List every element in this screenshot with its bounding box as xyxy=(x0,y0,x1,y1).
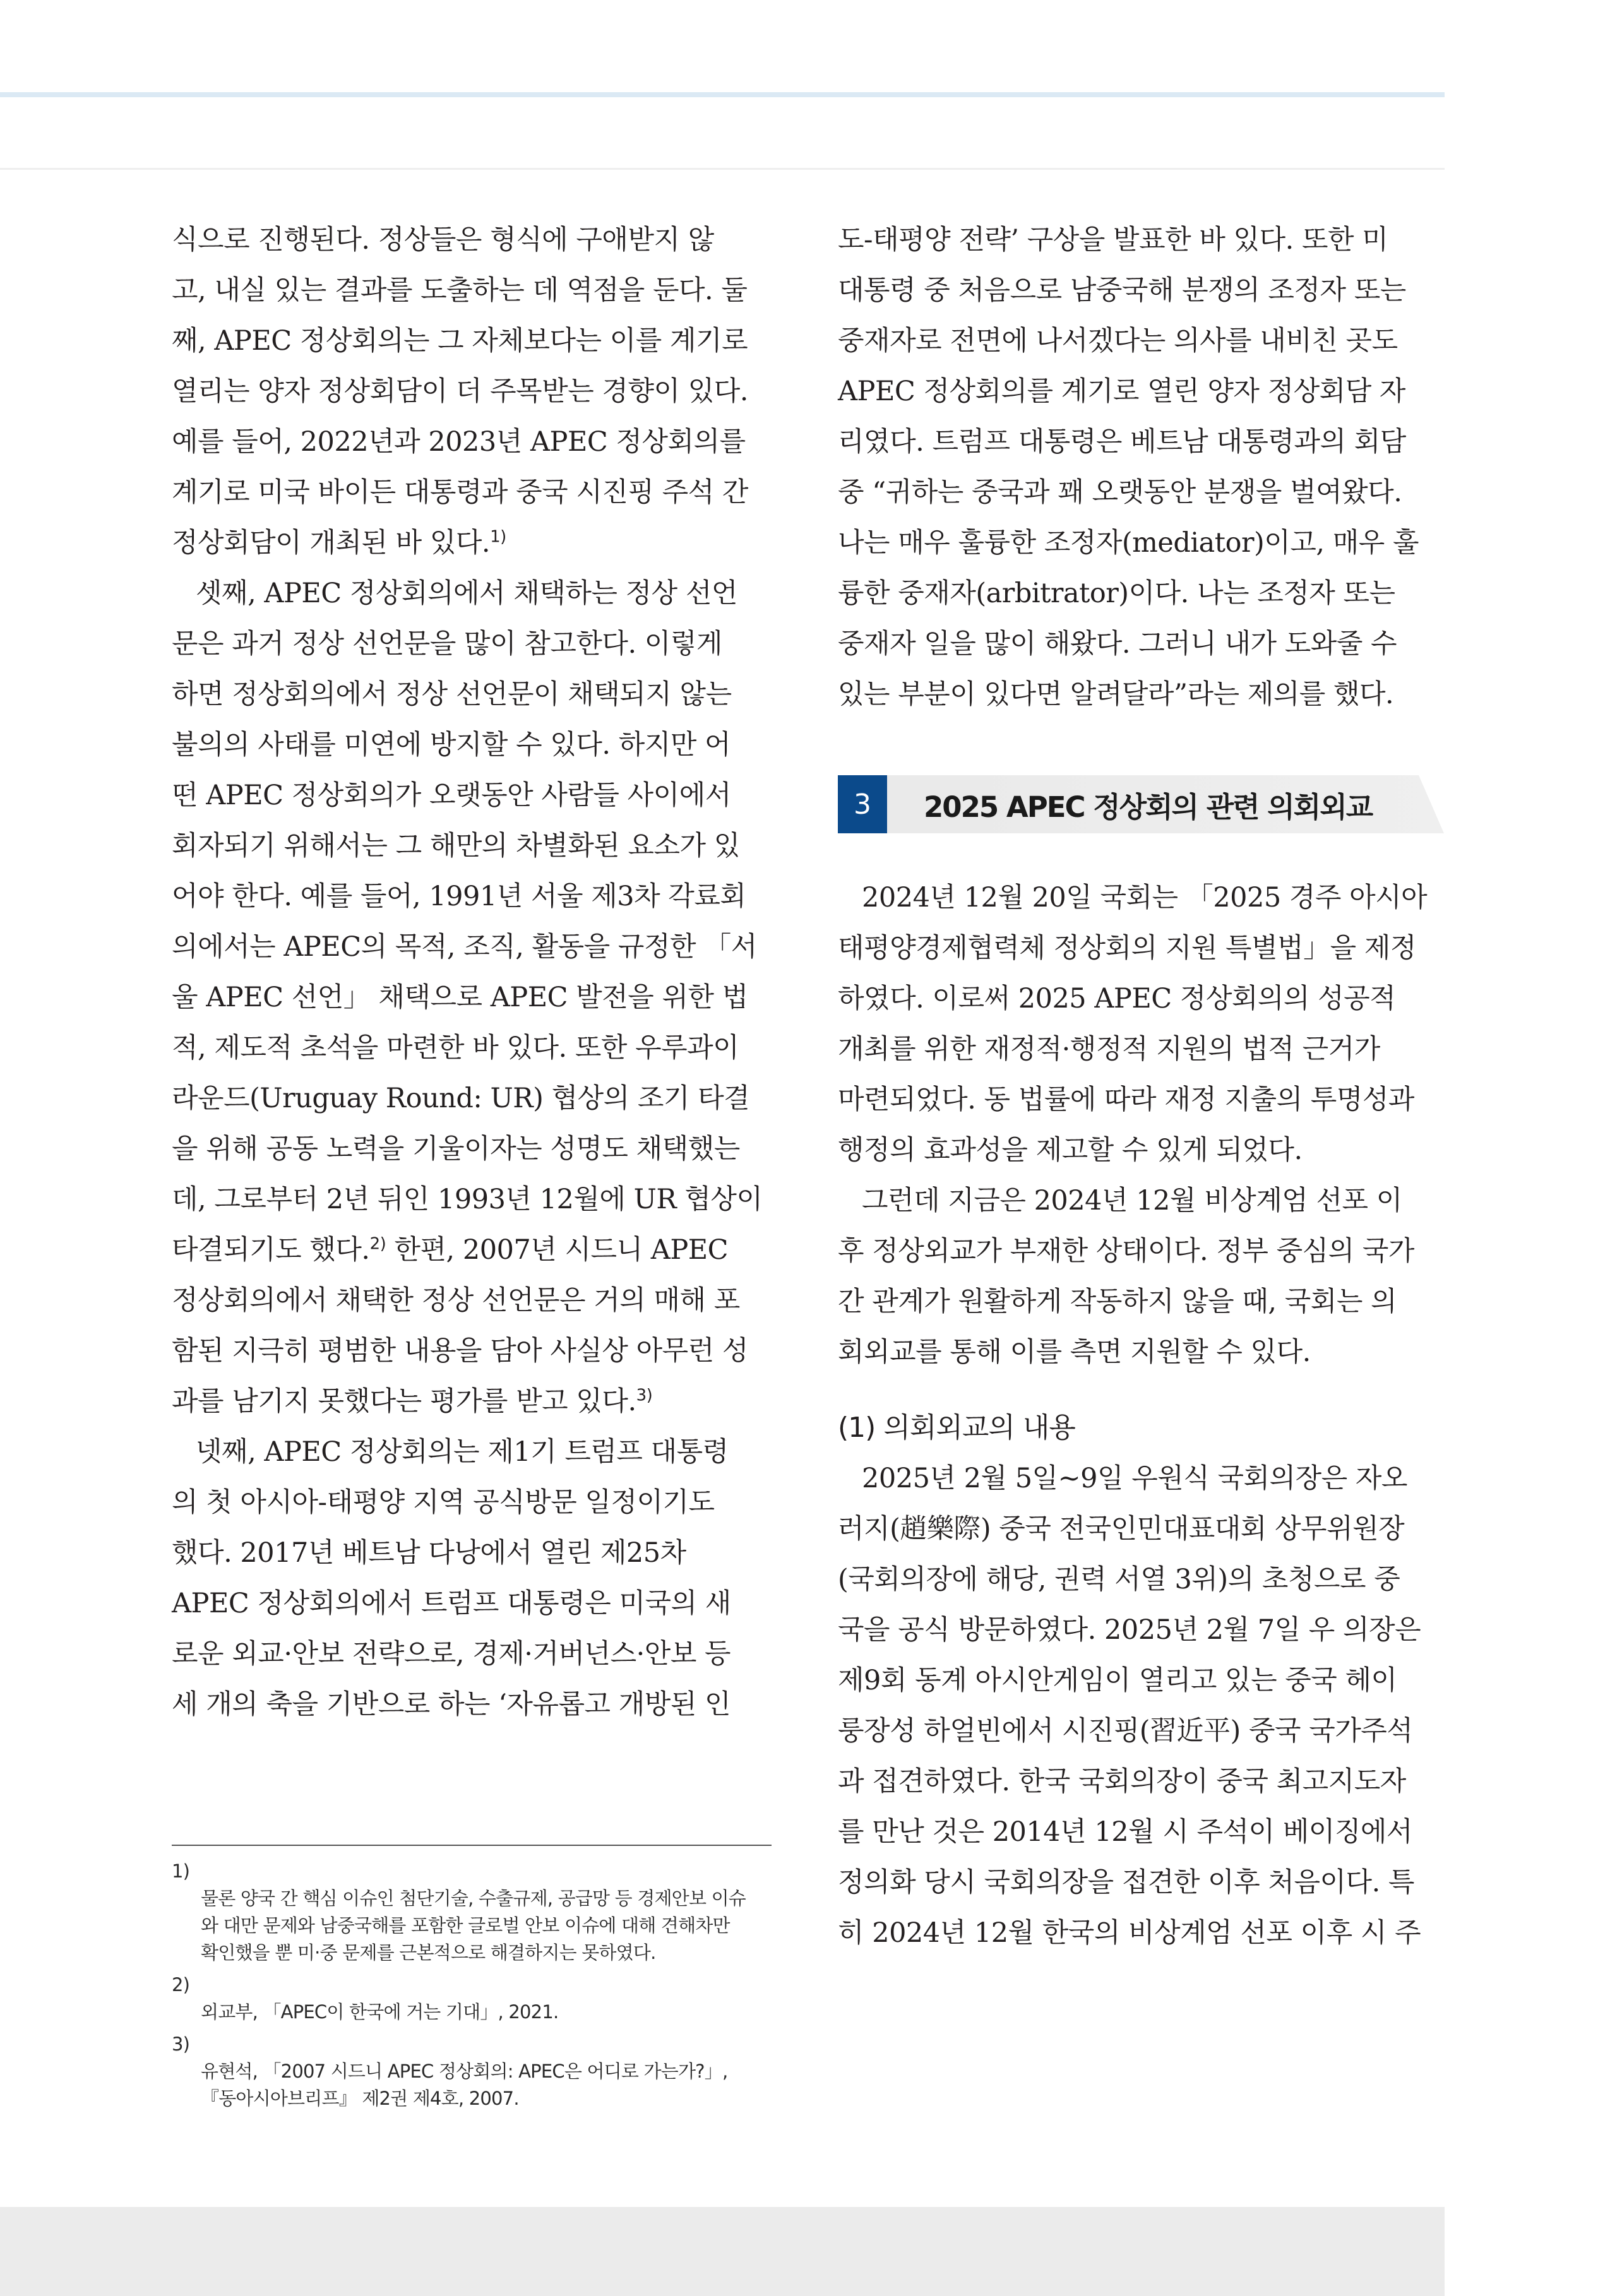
footnote-ref[interactable]: 1) xyxy=(490,527,506,547)
body-paragraph: 도-태평양 전략’ 구상을 발표한 바 있다. 또한 미 대통령 중 처음으로 남중국해 분쟁의 조정자 또는 중재자로 전면에 나서겠다는 의사를 내비친 곳도 APEC 정상회의를 계기로 열린 양자 정상회담 자 리였다. 트럼프 대통령은 베트남 대통령과의 회담 중 “귀하는 중국과 꽤 오랫동안 분쟁을 벌여왔다. 나는 매우 훌륭한 조정자(mediator)이고, 매우 훌 륭한 중재자(arbitrator)이다. 나는 조정자 또는 중재자 일을 많이 해왔다. 그러니 내가 도와줄 수 있는 부분이 있다면 알려달라”라는 제의를 했다. xyxy=(838,224,1419,710)
footnote-item xyxy=(172,2031,778,2112)
footnote-ref[interactable]: 3) xyxy=(636,1386,653,1405)
footnote-text: 외교부, 「APEC이 한국에 거는 기대」, 2021. xyxy=(201,2001,559,2023)
footnote-divider xyxy=(172,1845,772,1846)
footnote-item xyxy=(172,1972,778,2026)
footnote-number: 1) xyxy=(172,1860,190,1882)
subsection-heading: (1) 의회외교의 내용 xyxy=(838,1412,1075,1444)
header-divider xyxy=(0,168,1445,170)
footnote-text: 유현석, 「2007 시드니 APEC 정상회의: APEC은 어디로 가는가?」, 『동아시아브리프』 제2권 제4호, 2007. xyxy=(201,2061,728,2109)
body-paragraph: 넷째, APEC 정상회의는 제1기 트럼프 대통령 의 첫 아시아-태평양 지역 공식방문 일정이기도 했다. 2017년 베트남 다낭에서 열린 제25차 APEC 정상회의에서 트럼프 대통령은 미국의 새 로운 외교·안보 전략으로, 경제·거버넌스·안보 등 세 개의 축을 기반으로 하는 ‘자유롭고 개방된 인 xyxy=(172,1436,731,1720)
body-paragraph: 식으로 진행된다. 정상들은 형식에 구애받지 않 고, 내실 있는 결과를 도출하는 데 역점을 둔다. 둘 째, APEC 정상회의는 그 자체보다는 이를 계기로 열리는 양자 정상회담이 더 주목받는 경향이 있다. 예를 들어, 2022년과 2023년 APEC 정상회의를 계기로 미국 바이든 대통령과 중국 시진핑 주석 간 정상회담이 개최된 바 있다.$^{1)}$ xyxy=(172,224,748,559)
section-heading xyxy=(838,775,1444,833)
left-column xyxy=(172,215,772,1730)
footnote-number: 3) xyxy=(172,2033,190,2055)
footnote-item xyxy=(172,1858,778,1966)
body-paragraph: 셋째, APEC 정상회의에서 채택하는 정상 선언 문은 과거 정상 선언문을 많이 참고한다. 이렇게 하면 정상회의에서 정상 선언문이 채택되지 않는 불의의 사태를 미연에 방지할 수 있다. 하지만 어 떤 APEC 정상회의가 오랫동안 사람들 사이에서 회자되기 위해서는 그 해만의 차별화된 요소가 있 어야 한다. 예를 들어, 1991년 서울 제3차 각료회 의에서는 APEC의 목적, 조직, 활동을 규정한 「서 울 APEC 선언」 채택으로 APEC 발전을 위한 법 적, 제도적 초석을 마련한 바 있다. 또한 우루과이 라운드(Uruguay Round: UR) 협상의 조기 타결 을 위해 공동 노력을 기울이자는 성명도 채택했는 데, 그로부터 2년 뒤인 1993년 12월에 UR 협상이 타결되기도 했다.$^{2)}$ 한편, 2007년 시드니 APEC 정상회의에서 채택한 정상 선언문은 거의 매해 포 함된 지극히 평범한 내용을 담아 사실상 아무런 성 과를 남기지 못했다는 평가를 받고 있다.$^{3)}$ xyxy=(172,578,763,1417)
header-rule xyxy=(0,92,1445,97)
section-number: 3 xyxy=(838,775,887,833)
body-paragraph: 2024년 12월 20일 국회는 「2025 경주 아시아 태평양경제협력체 정상회의 지원 특별법」을 제정 하였다. 이로써 2025 APEC 정상회의의 성공적 개최를 위한 재정적·행정적 지원의 법적 근거가 마련되었다. 동 법률에 따라 재정 지출의 투명성과 행정의 효과성을 제고할 수 있게 되었다. xyxy=(838,882,1428,1166)
body-paragraph: 2025년 2월 5일~9일 우원식 국회의장은 자오 러지(趙樂際) 중국 전국인민대표대회 상무위원장 (국회의장에 해당, 권력 서열 3위)의 초청으로 중 국을 공식 방문하였다. 2025년 2월 7일 우 의장은 제9회 동계 아시안게임이 열리고 있는 중국 헤이 룽장성 하얼빈에서 시진핑(習近平) 중국 국가주석 과 접견하였다. 한국 국회의장이 중국 최고지도자 를 만난 것은 2014년 12월 시 주석이 베이징에서 정의화 당시 국회의장을 접견한 이후 처음이다. 특 히 2024년 12월 한국의 비상계엄 선포 이후 시 주 xyxy=(838,1463,1421,1949)
section-heading-corner xyxy=(1419,775,1444,833)
footer-band xyxy=(0,2207,1445,2296)
footnote-ref[interactable]: 2) xyxy=(369,1234,386,1254)
body-paragraph: 그런데 지금은 2024년 12월 비상계엄 선포 이 후 정상외교가 부재한 상태이다. 정부 중심의 국가 간 관계가 원활하게 작동하지 않을 때, 국회는 의 회외교를 통해 이를 측면 지원할 수 있다. xyxy=(838,1185,1414,1368)
section-title: 2025 APEC 정상회의 관련 의회외교 xyxy=(924,790,1373,824)
footnotes xyxy=(172,1858,778,2117)
footnote-text: 물론 양국 간 핵심 이슈인 첨단기술, 수출규제, 공급망 등 경제안보 이슈 와 대만 문제와 남중국해를 포함한 글로벌 안보 이슈에 대해 견해차만 확인했을 뿐 미·중 문제를 근본적으로 해결하지는 못하였다. xyxy=(201,1888,746,1963)
right-column xyxy=(838,215,1444,1958)
footnote-number: 2) xyxy=(172,1974,190,1996)
